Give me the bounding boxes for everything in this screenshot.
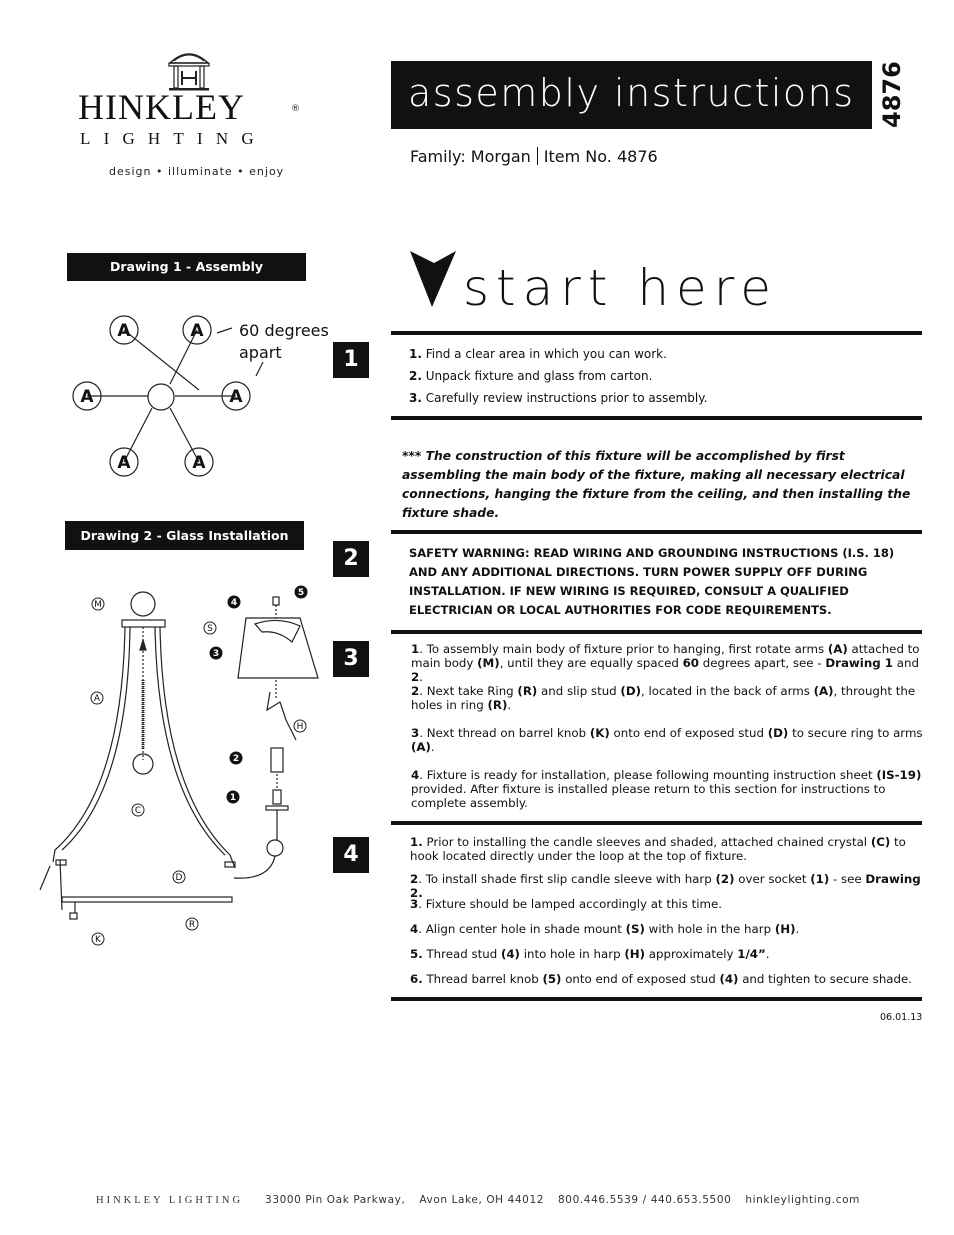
step-4-para-3: 3. Fixture should be lamped accordingly at this time. <box>410 897 722 911</box>
callout-k <box>92 933 104 945</box>
footer-address: 33000 Pin Oak Parkway, <box>265 1194 406 1206</box>
step-4-para-4: 4. Align center hole in shade mount (S) with hole in the harp (H). <box>410 922 800 936</box>
arm-label-a: A <box>80 387 94 407</box>
svg-text:S: S <box>207 624 213 634</box>
step-4-badge: 4 <box>333 837 369 873</box>
loop-circle <box>131 592 155 616</box>
svg-text:2: 2 <box>232 754 240 764</box>
revision-date: 06.01.13 <box>880 1012 923 1023</box>
callout-a <box>91 692 103 704</box>
svg-text:D: D <box>175 873 183 883</box>
drawing2-diagram <box>30 580 330 950</box>
drawing1-tag: Drawing 1 - Assembly <box>67 253 306 281</box>
hinkley-logo-icon <box>164 47 214 91</box>
arm-label-a: A <box>229 387 243 407</box>
svg-text:R: R <box>188 920 196 930</box>
callout-1 <box>227 791 240 804</box>
logo-tagline: design • illuminate • enjoy <box>109 165 285 178</box>
divider <box>391 821 922 825</box>
shade-outline <box>238 618 318 678</box>
list-item: 1. Find a clear area in which you can work. <box>409 347 667 361</box>
divider <box>391 997 922 1001</box>
step-4-para-1: 1. Prior to installing the candle sleeves and shaded, attached chained crystal (C) to hook located directly under the loop at the top of fixture. <box>410 835 906 863</box>
callout-r <box>186 918 198 930</box>
separator <box>537 147 538 165</box>
top-cap <box>122 620 165 627</box>
step-3-para-3: 3. Next thread on barrel knob (K) onto end of exposed stud (D) to secure ring to arms (A). <box>411 726 923 754</box>
start-here-heading: start here <box>463 259 779 317</box>
callout-s <box>204 622 216 634</box>
candle-sleeve <box>271 748 283 772</box>
ring-bar <box>62 897 232 902</box>
footer-phone: 800.446.5539 / 440.653.5500 <box>558 1194 732 1206</box>
svg-text:K: K <box>95 935 101 945</box>
list-item: 2. Unpack fixture and glass from carton. <box>409 369 653 383</box>
step-4-para-6: 6. Thread barrel knob (5) onto end of exposed stud (4) and tighten to secure shade. <box>410 972 913 986</box>
callout-d <box>173 871 185 883</box>
start-arrow-icon <box>410 249 458 309</box>
arm-label-a: A <box>117 453 131 473</box>
step-4-para-5: 5. Thread stud (4) into hole in harp (H) approximately 1/4”. <box>410 947 770 961</box>
divider <box>391 331 922 335</box>
list-item: 3. Carefully review instructions prior to assembly. <box>409 391 708 405</box>
arm-label-a: A <box>192 453 206 473</box>
callout-m <box>92 598 104 610</box>
logo-subtitle: LIGHTING <box>80 129 267 148</box>
svg-text:H: H <box>296 722 304 732</box>
item-number: Item No. 4876 <box>543 147 658 166</box>
footer-website[interactable]: hinkleylighting.com <box>745 1194 860 1206</box>
degrees-label: 60 degrees apart <box>239 321 329 362</box>
drawing2-tag: Drawing 2 - Glass Installation <box>65 521 304 550</box>
arm-label-a: A <box>117 321 131 341</box>
safety-warning: SAFETY WARNING: READ WIRING AND GROUNDING INSTRUCTIONS (I.S. 18) AND ANY ADDITIONAL DIRECTIONS. TURN POWER SUPPLY OFF DURING INSTALLATION. IF NEW WIRING IS REQUIRED, CONSULT A QUALIFIED ELECTRICIAN OR LOCAL AUTHORITIES FOR CODE REQUIREMENTS. <box>409 546 895 617</box>
logo-wordmark: HINKLEY <box>78 87 245 127</box>
callout-4 <box>228 596 241 609</box>
divider <box>391 530 922 534</box>
callout-5 <box>295 586 308 599</box>
step-3-para-2: 2. Next take Ring (R) and slip stud (D), located in the back of arms (A), throught the holes in ring (R). <box>411 684 916 712</box>
arm-label-a: A <box>190 321 204 341</box>
step-3-badge: 3 <box>333 641 369 677</box>
step-2-badge: 2 <box>333 541 369 577</box>
footer <box>96 1194 860 1206</box>
construction-note: *** The construction of this fixture will be accomplished by first assembling the main body of the fixture, making all necessary electrical connections, hanging the fixture from the ceiling, and then installing the fixture shade. <box>402 449 911 520</box>
divider <box>391 416 922 420</box>
step-3-para-1: 1. To assembly main body of fixture prior to hanging, first rotate arms (A) attached to main body (M), until they are equally spaced 60 degrees apart, see - Drawing 1 and 2. <box>411 642 920 684</box>
hub-circle <box>148 384 174 410</box>
step-4-para-2: 2. To install shade first slip candle sleeve with harp (2) over socket (1) - see Drawing 2. <box>410 872 921 900</box>
step-1-list <box>409 343 909 409</box>
logo-registered-mark: ® <box>291 104 300 114</box>
callout-3 <box>210 647 223 660</box>
svg-text:5: 5 <box>297 588 305 598</box>
callout-c <box>132 804 144 816</box>
step-3-para-4: 4. Fixture is ready for installation, please following mounting instruction sheet (IS-19) provided. After fixture is installed please return to this section for instructions to complete assembly. <box>411 768 922 810</box>
step-1-badge: 1 <box>333 342 369 378</box>
family-name: Family: Morgan <box>410 147 531 166</box>
footer-city: Avon Lake, OH 44012 <box>419 1194 545 1206</box>
divider <box>391 630 922 634</box>
svg-text:C: C <box>134 806 142 816</box>
socket <box>273 790 281 804</box>
footer-brand: HINKLEY LIGHTING <box>96 1195 244 1206</box>
svg-text:4: 4 <box>230 598 238 608</box>
svg-text:M: M <box>94 600 102 610</box>
svg-text:A: A <box>93 694 101 704</box>
callout-2 <box>230 752 243 765</box>
svg-text:3: 3 <box>212 649 220 659</box>
callout-h <box>294 720 306 732</box>
family-line <box>410 146 658 168</box>
item-number-vertical: 4876 <box>878 61 906 128</box>
page-title: assembly instructions <box>408 71 855 115</box>
svg-text:1: 1 <box>229 793 237 803</box>
